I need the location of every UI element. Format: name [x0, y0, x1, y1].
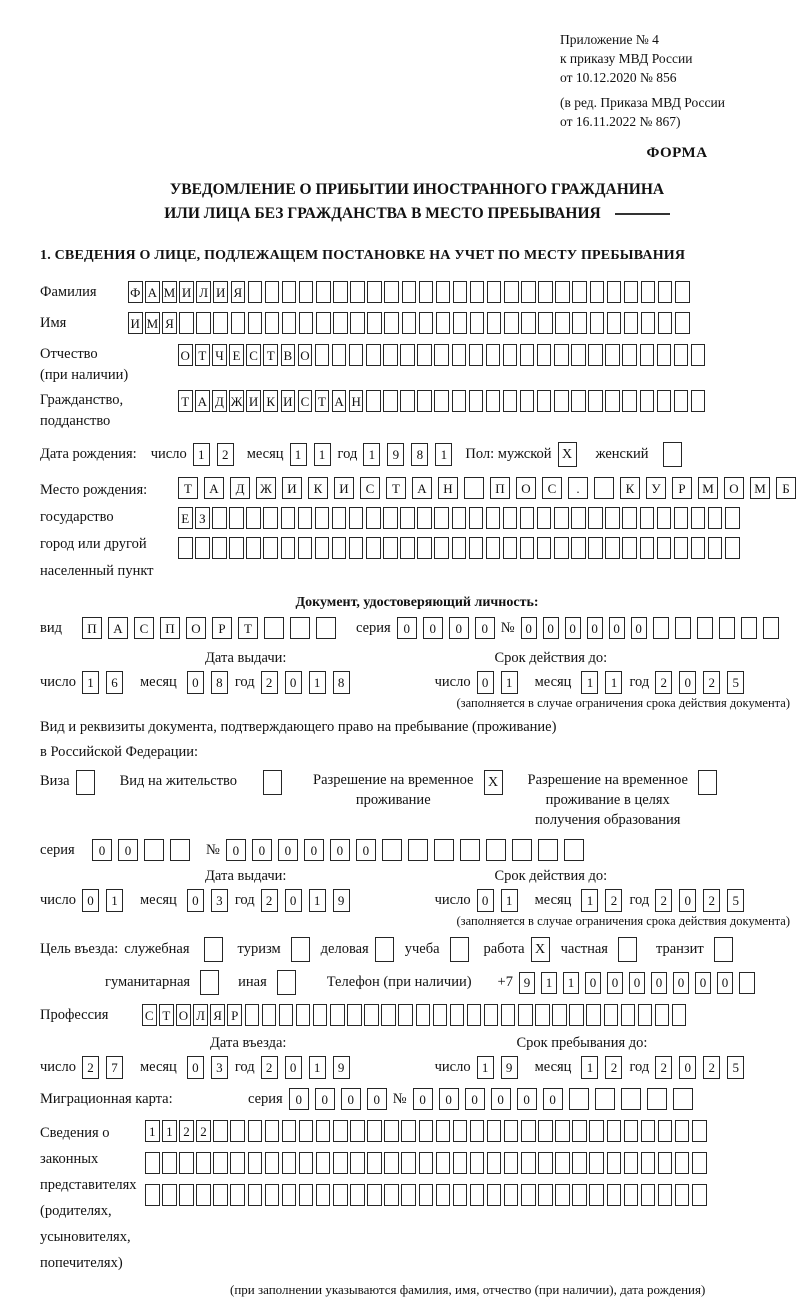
id-series-cells[interactable]: 0 0 0 0 — [397, 617, 501, 639]
given-name-cells[interactable]: И М Я — [128, 312, 692, 334]
sex-female-label: женский — [595, 446, 649, 462]
section1-heading: 1. СВЕДЕНИЯ О ЛИЦЕ, ПОДЛЕЖАЩЕМ ПОСТАНОВКЕ НА УЧЕТ ПО МЕСТУ ПРЕБЫВАНИЯ — [40, 248, 686, 263]
temp-permit-checkbox[interactable]: X — [484, 770, 508, 795]
sex-female-checkbox[interactable] — [663, 442, 687, 467]
entry-year-cells[interactable]: 2 0 1 9 — [261, 1056, 357, 1079]
day-label: число — [434, 673, 471, 690]
purpose-ucheba-label: учеба — [404, 941, 440, 957]
surname-label: Фамилия — [40, 283, 97, 300]
profession-label: Профессия — [40, 1006, 109, 1023]
number-label: № — [500, 619, 515, 636]
entry-month-cells[interactable]: 0 3 — [187, 1056, 235, 1079]
forma-label: ФОРМА — [646, 145, 708, 161]
visa-label: Виза — [40, 773, 70, 789]
residence-permit-checkbox[interactable] — [263, 770, 287, 795]
form-title-line2: ИЛИ ЛИЦА БЕЗ ГРАЖДАНСТВА В МЕСТО ПРЕБЫВАНИЯ — [164, 205, 601, 222]
year-label: год — [337, 446, 358, 462]
id-valid-note: (заполняется в случае ограничения срока действия документа) — [456, 696, 790, 710]
year-label: год — [234, 673, 255, 690]
birth-month-cells[interactable]: 1 1 — [290, 443, 338, 466]
id-type-label: вид — [40, 619, 62, 636]
sex-male-checkbox[interactable]: X — [558, 442, 582, 467]
form-title — [40, 178, 794, 226]
purpose-chastnaya-checkbox[interactable] — [618, 937, 642, 962]
header-reference — [560, 30, 794, 131]
purpose-delovaya-checkbox[interactable] — [375, 937, 399, 962]
year-label: год — [629, 673, 650, 690]
citizenship-cells[interactable]: Т А Д Ж И К И С Т А Н — [178, 390, 708, 412]
entry-day-cells[interactable]: 2 7 — [82, 1056, 130, 1079]
residence-doc-text2: в Российской Федерации: — [40, 744, 199, 760]
birth-year-cells[interactable]: 1 9 8 1 — [363, 443, 459, 466]
birthplace-row1-cells[interactable]: Т А Д Ж И К И С Т А Н П О С . К У Р М О М Б — [178, 477, 800, 499]
year-label: год — [629, 891, 650, 908]
day-label: число — [40, 891, 76, 908]
guardians-cells-block — [145, 1120, 709, 1206]
purpose-rabota-label: работа — [483, 941, 525, 957]
year-label: год — [234, 891, 255, 908]
guardians-label: Сведения о законных представителях (родителях, усыновителях, попечителях) — [40, 1125, 137, 1271]
stay-until-label: Срок пребывания до: — [516, 1035, 648, 1051]
id-valid-month-cells[interactable]: 1 1 — [581, 671, 629, 694]
purpose-tranzit-checkbox[interactable] — [714, 937, 738, 962]
phone-label: Телефон (при наличии) — [326, 974, 472, 990]
notification-form-page — [40, 30, 794, 1298]
day-label: число — [40, 673, 76, 690]
visa-checkbox[interactable] — [76, 770, 100, 795]
birthplace-row3-cells[interactable] — [178, 537, 800, 559]
id-issue-month-cells[interactable]: 0 8 — [187, 671, 235, 694]
id-valid-until-label: Срок действия до: — [494, 650, 608, 666]
month-label: месяц — [139, 673, 177, 690]
form-title-line1: УВЕДОМЛЕНИЕ О ПРИБЫТИИ ИНОСТРАННОГО ГРАЖДАНИНА — [169, 181, 665, 198]
migration-card-label: Миграционная карта: — [40, 1090, 173, 1107]
sex-male-label: Пол: мужской — [465, 446, 552, 462]
id-valid-year-cells[interactable]: 2 0 2 5 — [655, 671, 751, 694]
series-label: серия — [40, 841, 75, 858]
id-document-heading: Документ, удостоверяющий личность: — [295, 595, 539, 610]
guardians-note: (при заполнении указываются фамилия, имя, отчество (при наличии), дата рождения) — [230, 1282, 706, 1297]
header-line: Приложение № 4 — [560, 32, 659, 47]
birthplace-cells-block — [178, 477, 800, 559]
month-label: месяц — [139, 1058, 177, 1075]
birth-day-cells[interactable]: 1 2 — [193, 443, 241, 466]
residence-issue-day-cells[interactable]: 0 1 — [82, 889, 130, 912]
guardians-row2-cells[interactable] — [145, 1152, 709, 1174]
purpose-sluzhebnaya-label: служебная — [124, 941, 190, 957]
given-name-label: Имя — [40, 314, 67, 331]
month-label: месяц — [534, 673, 572, 690]
day-label: число — [150, 446, 187, 462]
residence-doc-text1: Вид и реквизиты документа, подтверждающего право на пребывание (проживание) — [40, 719, 557, 735]
purpose-gumanitarnaya-label: гуманитарная — [105, 974, 191, 990]
residence-valid-month-cells[interactable]: 1 2 — [581, 889, 629, 912]
year-label: год — [234, 1058, 255, 1075]
header-line: от 10.12.2020 № 856 — [560, 70, 677, 85]
id-type-cells[interactable]: П А С П О Р Т — [82, 617, 342, 639]
month-label: месяц — [534, 891, 572, 908]
phone-cells[interactable]: 9 1 1 0 0 0 0 0 0 0 — [519, 972, 761, 994]
residence-number-cells[interactable]: 0 0 0 0 0 0 — [226, 839, 590, 861]
temp-permit-label: Разрешение на временное проживание — [313, 772, 474, 808]
day-label: число — [434, 1058, 471, 1075]
purpose-label: Цель въезда: — [40, 941, 119, 957]
guardians-row3-cells[interactable] — [145, 1184, 709, 1206]
purpose-sluzhebnaya-checkbox[interactable] — [204, 937, 228, 962]
month-label: месяц — [534, 1058, 572, 1075]
stay-month-cells[interactable]: 1 2 — [581, 1056, 629, 1079]
residence-permit-label: Вид на жительство — [119, 773, 238, 789]
purpose-tranzit-label: транзит — [655, 941, 704, 957]
stay-day-cells[interactable]: 1 9 — [477, 1056, 525, 1079]
birthplace-row2-cells[interactable]: Е З — [178, 507, 800, 529]
id-issue-year-cells[interactable]: 2 0 1 8 — [261, 671, 357, 694]
guardians-row1-cells[interactable]: 1 1 2 2 — [145, 1120, 709, 1142]
day-label: число — [40, 1058, 76, 1075]
patronymic-label: Отчество (при наличии) — [40, 346, 129, 383]
month-label: месяц — [246, 446, 284, 462]
residence-issue-date-label: Дата выдачи: — [205, 868, 287, 884]
residence-issue-month-cells[interactable]: 0 3 — [187, 889, 235, 912]
id-valid-day-cells[interactable]: 0 1 — [477, 671, 525, 694]
entry-date-label: Дата въезда: — [210, 1035, 287, 1051]
number-label: № — [392, 1090, 407, 1107]
phone-prefix: +7 — [497, 974, 513, 990]
year-label: год — [629, 1058, 650, 1075]
residence-issue-year-cells[interactable]: 2 0 1 9 — [261, 889, 357, 912]
purpose-chastnaya-label: частная — [560, 941, 608, 957]
surname-cells[interactable]: Ф А М И Л И Я — [128, 281, 692, 303]
id-issue-day-cells[interactable]: 1 6 — [82, 671, 130, 694]
stay-year-cells[interactable]: 2 0 2 5 — [655, 1056, 751, 1079]
purpose-inaya-checkbox[interactable] — [277, 970, 301, 995]
profession-cells[interactable]: С Т О Л Я Р — [142, 1004, 689, 1026]
residence-valid-note: (заполняется в случае ограничения срока действия документа) — [456, 914, 790, 928]
header-line: от 16.11.2022 № 867) — [560, 114, 681, 129]
day-label: число — [434, 891, 471, 908]
edu-permit-checkbox[interactable] — [698, 770, 722, 795]
migration-number-cells[interactable]: 0 0 0 0 0 0 — [413, 1088, 699, 1110]
patronymic-cells[interactable]: О Т Ч Е С Т В О — [178, 344, 708, 366]
purpose-ucheba-checkbox[interactable] — [450, 937, 474, 962]
series-label: серия — [356, 619, 391, 636]
residence-valid-year-cells[interactable]: 2 0 2 5 — [655, 889, 751, 912]
residence-series-cells[interactable]: 0 0 — [92, 839, 196, 861]
header-line: к приказу МВД России — [560, 51, 693, 66]
id-number-cells[interactable]: 0 0 0 0 0 0 — [521, 617, 785, 639]
header-line: (в ред. Приказа МВД России — [560, 95, 725, 110]
birthplace-label: Место рождения: государство город или другой населенный пункт — [40, 482, 154, 579]
edu-permit-label: Разрешение на временное проживание в целях получения образования — [527, 772, 688, 828]
month-label: месяц — [139, 891, 177, 908]
title-blank-line — [615, 213, 670, 215]
id-issue-date-label: Дата выдачи: — [205, 650, 287, 666]
migration-series-cells[interactable]: 0 0 0 0 — [289, 1088, 393, 1110]
residence-valid-until-label: Срок действия до: — [494, 868, 608, 884]
number-label: № — [206, 841, 220, 858]
residence-valid-day-cells[interactable]: 0 1 — [477, 889, 525, 912]
purpose-turizm-checkbox[interactable] — [291, 937, 315, 962]
series-label: серия — [248, 1090, 283, 1107]
citizenship-label: Гражданство, подданство — [40, 392, 124, 429]
purpose-delovaya-label: деловая — [320, 941, 369, 957]
purpose-inaya-label: иная — [238, 974, 267, 990]
purpose-gumanitarnaya-checkbox[interactable] — [200, 970, 224, 995]
birthdate-label: Дата рождения: — [40, 446, 137, 462]
purpose-turizm-label: туризм — [237, 941, 281, 957]
purpose-rabota-checkbox[interactable]: X — [531, 937, 555, 962]
